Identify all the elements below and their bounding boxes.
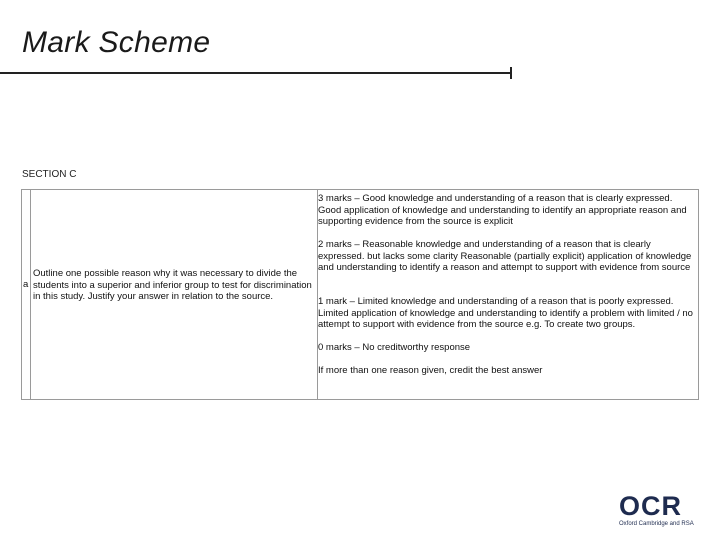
title-underline-end (510, 67, 512, 79)
marks-band-1: 1 mark – Limited knowledge and understanding of a reason that is poorly expressed. Limited application of knowledge and understanding to identify a problem with limited / no attempt to support with evidence from the source e.g. To create two groups. (318, 296, 693, 330)
ocr-logo-mark: OCR (619, 491, 682, 521)
title-underline (0, 72, 512, 74)
marks-band-2: 2 marks – Reasonable knowledge and understanding of a reason that is clearly expressed. but lacks some clarity Reasonable (partially explicit) application of knowledge and understanding to identify a reason and attempt to support with evidence from source (318, 239, 692, 273)
marks-guidance: If more than one reason given, credit the best answer (318, 365, 543, 376)
question-column (31, 190, 318, 399)
part-column (22, 190, 31, 399)
mark-scheme-table (21, 189, 699, 400)
marks-column (318, 190, 698, 399)
section-label: SECTION C (22, 169, 77, 180)
ocr-logo-subtitle: Oxford Cambridge and RSA (619, 521, 694, 527)
marks-band-0: 0 marks – No creditworthy response (318, 342, 471, 353)
ocr-logo (619, 492, 701, 530)
question-text: Outline one possible reason why it was necessary to divide the students into a superior and inferior group to test for discrimination in this study. Justify your answer in relation to the source. (33, 268, 312, 302)
part-label: a (23, 279, 29, 290)
page-title: Mark Scheme (22, 26, 211, 59)
marks-band-3: 3 marks – Good knowledge and understanding of a reason that is clearly expressed. Good application of knowledge and understanding to identify an appropriate reason and supporting evidence from the source is explicit (318, 193, 687, 227)
